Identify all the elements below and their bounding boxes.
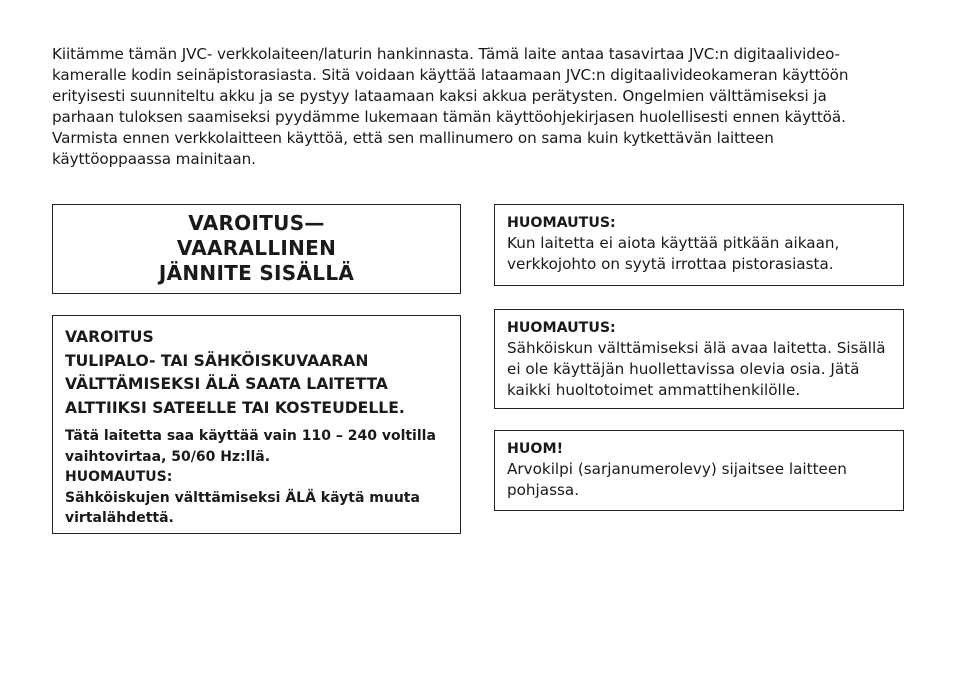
warning-title-line: JÄNNITE SISÄLLÄ <box>158 261 355 285</box>
intro-line: käyttöoppaassa mainitaan. <box>52 150 256 168</box>
warning-body-line: vaihtovirtaa, 50/60 Hz:llä. <box>65 448 271 465</box>
warning-heading-line: VAROITUS <box>65 328 154 346</box>
warning-body-line: Tätä laitetta saa käyttää vain 110 – 240 voltilla <box>65 428 436 444</box>
warning-heading-line: TULIPALO- TAI SÄHKÖISKUVAARAN <box>65 351 369 370</box>
note-label: HUOMAUTUS: <box>507 320 616 336</box>
note-box-rating-plate <box>494 430 904 511</box>
warning-body-line: virtalähdettä. <box>65 510 174 526</box>
note-line: Sähköiskun välttämiseksi älä avaa laitetta. Sisällä <box>507 339 886 357</box>
note-line: Kun laitetta ei aiota käyttää pitkään aikaan, <box>507 234 840 252</box>
intro-line: erityisesti suunniteltu akku ja se pystyy lataamaan kaksi akkua perätysten. Ongelmien välttämiseksi ja <box>52 87 827 105</box>
warning-body-line: Sähköiskujen välttämiseksi ÄLÄ käytä muuta <box>65 489 420 506</box>
intro-line: parhaan tuloksen saamiseksi pyydämme lukemaan tämän käyttöohjekirjasen huolellisesti ennen käyttöä. <box>52 108 846 126</box>
intro-line: Kiitämme tämän JVC- verkkolaiteen/laturin hankinnasta. Tämä laite antaa tasavirtaa JVC:n digitaalivideo- <box>52 45 840 63</box>
intro-line: kameralle kodin seinäpistorasiasta. Sitä voidaan käyttää lataamaan JVC:n digitaalivideokameran käyttöön <box>52 66 849 84</box>
note-line: verkkojohto on syytä irrottaa pistorasiasta. <box>507 254 834 273</box>
note-line: ei ole käyttäjän huollettavissa olevia osia. Jätä <box>507 359 860 378</box>
note-label: HUOM! <box>507 441 564 457</box>
intro-paragraph <box>52 44 892 170</box>
warning-title-line: VAROITUS— <box>188 211 325 235</box>
note-box-disconnect <box>494 204 904 286</box>
note-box-do-not-open <box>494 309 904 409</box>
warning-heading <box>65 326 448 420</box>
warning-heading-line: ALTTIIKSI SATEELLE TAI KOSTEUDELLE. <box>65 398 405 417</box>
warning-body <box>65 426 448 529</box>
note-label: HUOMAUTUS: <box>507 215 616 231</box>
warning-heading-line: VÄLTTÄMISEKSI ÄLÄ SAATA LAITETTA <box>65 375 388 393</box>
warning-box <box>52 315 461 534</box>
warning-body-line: HUOMAUTUS: <box>65 469 173 485</box>
intro-line: Varmista ennen verkkolaitteen käyttöä, että sen mallinumero on sama kuin kytkettävän laitteen <box>52 129 774 147</box>
warning-title-line: VAARALLINEN <box>176 236 337 260</box>
note-line: Arvokilpi (sarjanumerolevy) sijaitsee laitteen <box>507 460 847 478</box>
note-line: kaikki huoltotoimet ammattihenkilölle. <box>507 380 801 399</box>
warning-title-box <box>52 204 461 294</box>
note-line: pohjassa. <box>507 480 580 499</box>
